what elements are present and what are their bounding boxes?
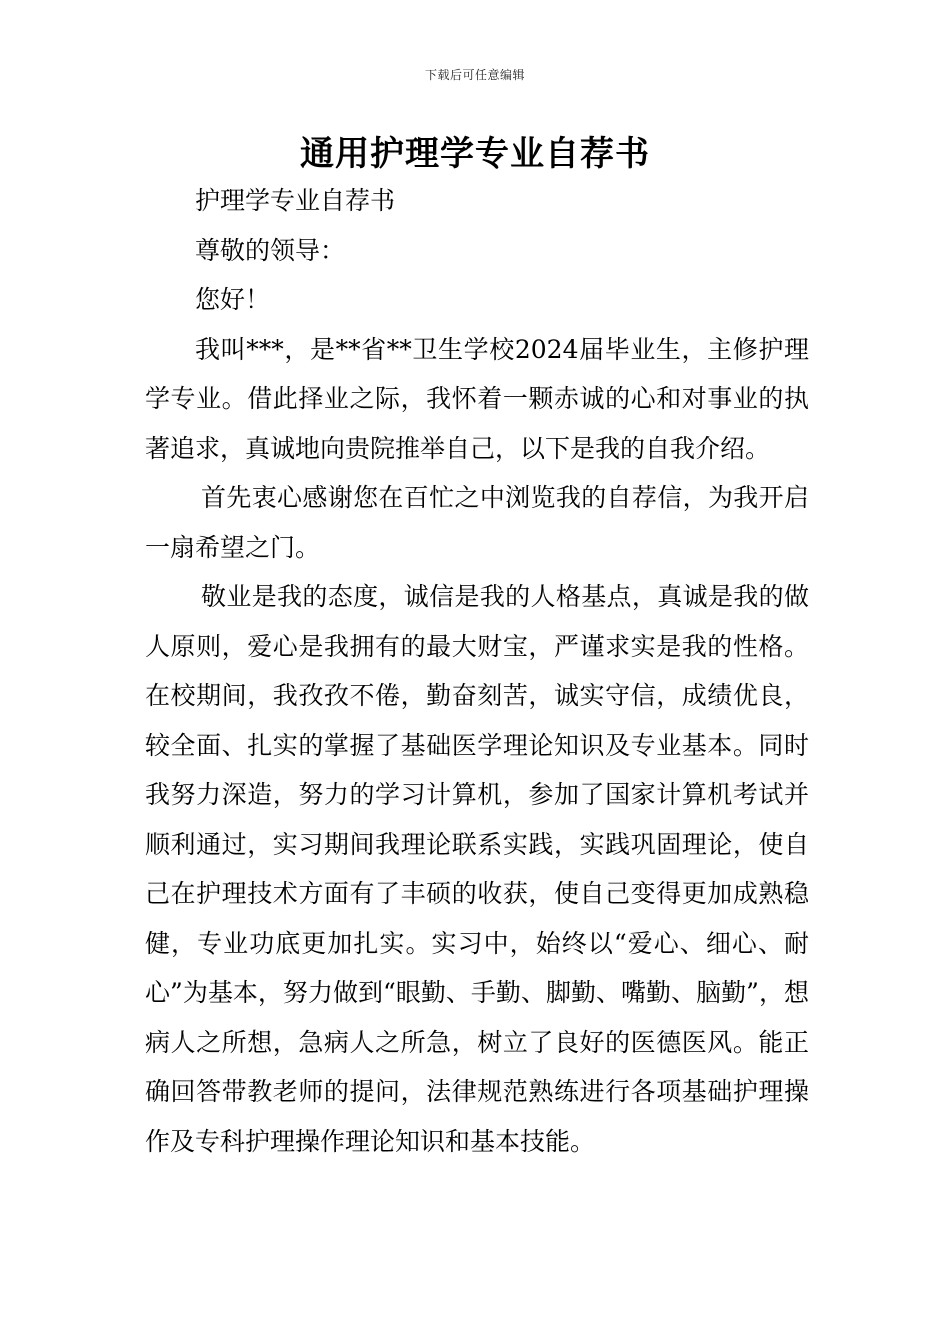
qualities-paragraph: 敬业是我的态度，诚信是我的人格基点，真诚是我的做人原则，爱心是我拥有的最大财宝，严谨求实是我的性格。在校期间，我孜孜不倦，勤奋刻苦，诚实守信，成绩优良，较全面、扎实的掌握了基础医学理论知识及专业基本。同时我努力深造，努力的学习计算机，参加了国家计算机考试并顺利通过，实习期间我理论联系实践，实践巩固理论，使自己在护理技术方面有了丰硕的收获，使自己变得更加成熟稳健，专业功底更加扎实。实习中，始终以“爱心、细心、耐心”为基本，努力做到“眼勤、手勤、脚勤、嘴勤、脑勤”，想病人之所想，急病人之所急，树立了良好的医德医风。能正确回答带教老师的提问，法律规范熟练进行各项基础护理操作及专科护理操作理论知识和基本技能。 (145, 582, 809, 1156)
greeting: 您好！ (195, 285, 271, 314)
document-title: 通用护理学专业自荐书 (300, 134, 650, 174)
document-body (145, 176, 809, 1166)
header-note: 下载后可任意编辑 (424, 68, 525, 82)
salutation: 尊敬的领导： (195, 235, 346, 265)
thanks-paragraph: 首先衷心感谢您在百忙之中浏览我的自荐信，为我开启一扇希望之门。 (145, 483, 809, 562)
subtitle-line: 护理学专业自荐书 (195, 186, 396, 215)
intro-paragraph: 我叫***，是**省**卫生学校2024届毕业生，主修护理学专业。借此择业之际，我怀着一颗赤诚的心和对事业的执著追求，真诚地向贵院推举自己，以下是我的自我介绍。 (145, 334, 809, 463)
